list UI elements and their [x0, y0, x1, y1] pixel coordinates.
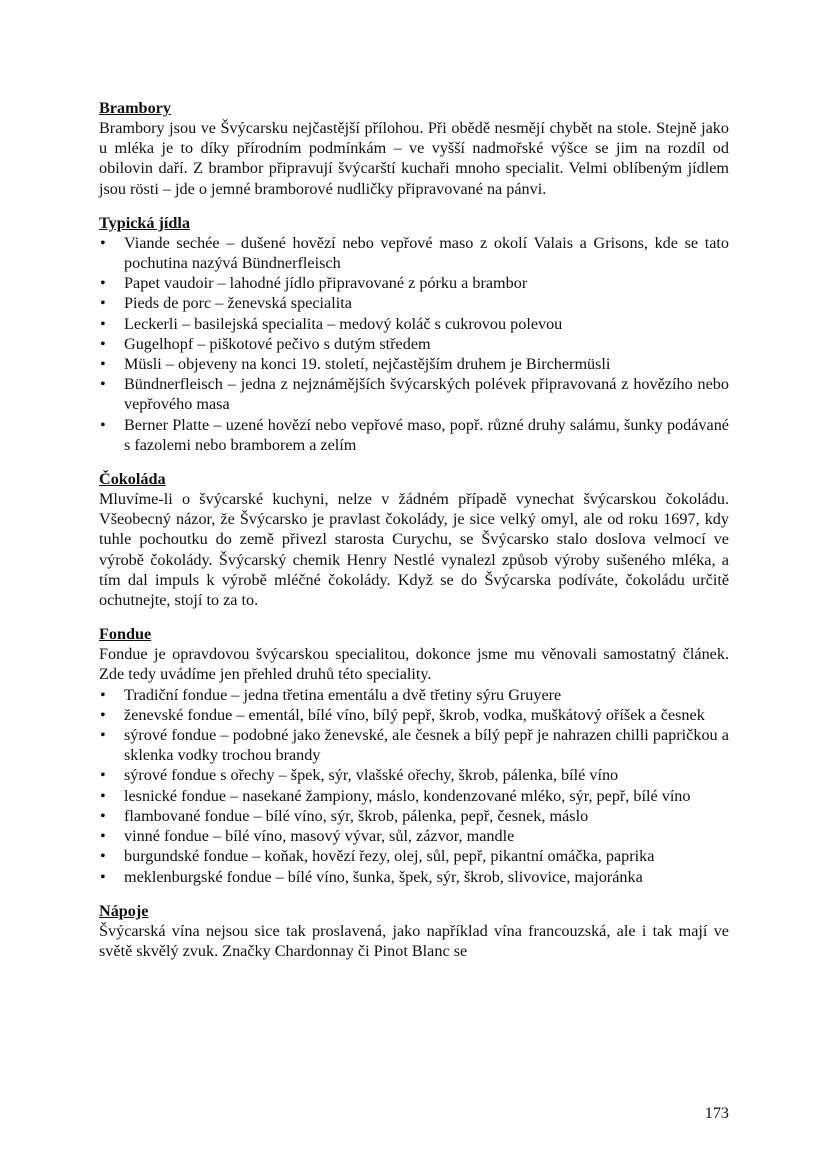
section-typicka-jidla [99, 214, 729, 455]
section-heading: Fondue [99, 625, 152, 644]
list-item: • Tradiční fondue – jedna třetina ementálu a dvě třetiny sýru Gruyere [99, 685, 729, 705]
section-heading: Čokoláda [99, 470, 166, 489]
list-item: • ženevské fondue – ementál, bílé víno, bílý pepř, škrob, vodka, muškátový oříšek a česnek [99, 705, 729, 725]
section-paragraph: Švýcarská vína nejsou sice tak proslavená, jako například vína francouzská, ale i tak mají ve světě skvělý zvuk. Značky Chardonnay či Pinot Blanc se [99, 921, 729, 960]
list-item: • Viande sechée – dušené hovězí nebo vepřové maso z okolí Valais a Grisons, kde se tato pochutina nazývá Bündnerfleisch [99, 233, 729, 273]
section-fondue [99, 625, 729, 886]
list-item: • flambované fondue – bílé víno, sýr, škrob, pálenka, pepř, česnek, máslo [99, 806, 729, 826]
list-item: • vinné fondue – bílé víno, masový vývar, sůl, zázvor, mandle [99, 826, 729, 846]
list-item: • burgundské fondue – koňak, hovězí řezy, olej, sůl, pepř, pikantní omáčka, paprika [99, 846, 729, 866]
bullet-list [99, 685, 729, 887]
list-item: • Bündnerfleisch – jedna z nejznámějších švýcarských polévek připravovaná z hovězího nebo vepřového masa [99, 374, 729, 414]
list-item: • sýrové fondue s ořechy – špek, sýr, vlašské ořechy, škrob, pálenka, bílé víno [99, 765, 729, 785]
section-heading: Brambory [99, 99, 171, 117]
list-item: • Gugelhopf – piškotové pečivo s dutým středem [99, 334, 729, 354]
section-paragraph: Fondue je opravdovou švýcarskou specialitou, dokonce jsme mu věnovali samostatný článek. Zde tedy uvádíme jen přehled druhů této speciality. [99, 645, 729, 684]
list-item: • lesnické fondue – nasekané žampiony, máslo, kondenzované mléko, sýr, pepř, bílé víno [99, 786, 729, 806]
section-heading: Typická jídla [99, 213, 190, 232]
section-brambory [99, 99, 729, 199]
list-item: • meklenburgské fondue – bílé víno, šunka, špek, sýr, škrob, slivovice, majoránka [99, 867, 729, 887]
page-content [99, 99, 729, 976]
section-paragraph: Brambory jsou ve Švýcarsku nejčastější přílohou. Při obědě nesmějí chybět na stole. Stejně jako u mléka je to díky přírodním podmínkám – ve vyšší nadmořské výšce se jim na rozdíl od obilovin daří. Z brambor připravují švýcarští kuchaři mnoho specialit. Velmi oblíbeným jídlem jsou rösti – jde o jemné bramborové nudličky připravované na pánvi. [99, 119, 729, 198]
section-heading: Nápoje [99, 901, 149, 920]
section-napoje [99, 902, 729, 961]
list-item: • Papet vaudoir – lahodné jídlo připravované z pórku a brambor [99, 273, 729, 293]
section-cokolada [99, 470, 729, 610]
list-item: • Berner Platte – uzené hovězí nebo vepřové maso, popř. různé druhy salámu, šunky podávané s fazolemi nebo bramborem a zelím [99, 415, 729, 455]
bullet-list [99, 233, 729, 455]
section-paragraph: Mluvíme-li o švýcarské kuchyni, nelze v žádném případě vynechat švýcarskou čokoládu. Všeobecný názor, že Švýcarsko je pravlast čokolády, je sice velký omyl, ale od roku 1697, kdy tuhle pochoutku do země přivezl starosta Curychu, se Švýcarsko stalo doslova velmocí ve výrobě čokolády. Švýcarský chemik Henry Nestlé vynalezl způsob výroby sušeného mléka, a tím dal impuls k výrobě mléčné čokolády. Když se do Švýcarska podíváte, čokoládu určitě ochutnejte, stojí to za to. [99, 490, 729, 610]
list-item: • Leckerli – basilejská specialita – medový koláč s cukrovou polevou [99, 314, 729, 334]
list-item: • sýrové fondue – podobné jako ženevské, ale česnek a bílý pepř je nahrazen chilli papričkou a sklenka vodky trochou brandy [99, 725, 729, 765]
list-item: • Pieds de porc – ženevská specialita [99, 293, 729, 313]
list-item: • Müsli – objeveny na konci 19. století, nejčastějším druhem je Birchermüsli [99, 354, 729, 374]
page-number: 173 [704, 1104, 729, 1122]
